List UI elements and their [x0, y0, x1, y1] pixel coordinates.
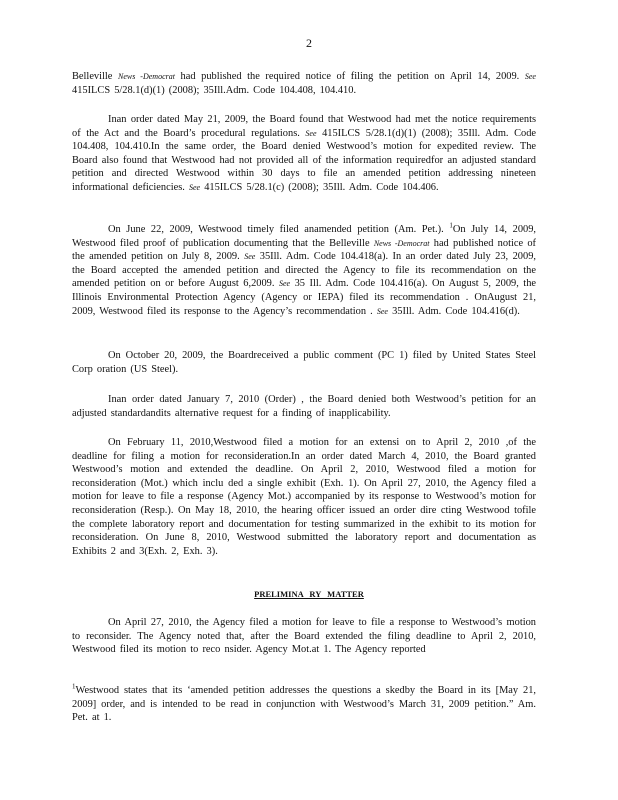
paragraph-5: Inan order dated January 7, 2010 (Order) , the Board denied both Westwood’s petition for an adjusted standardandits alternative request for a finding of inapplicability.	[72, 394, 536, 419]
paragraph-3: On June 22, 2009, Westwood timely filed anamended petition (Am. Pet.). $^1$On July 14, 2009, Westwood filed proof of publication documenting that the Belleville News -Democrat had published notice of the amended petition on July 8, 2009. See 35Ill. Adm. Code 104.418(a). In an order dated July 23, 2009, the Board accepted the amended petition and directed the Agency to file its recommendation on the amended petition on or before August 6,2009. See 35 Ill. Adm. Code 104.416(a). On August 5, 2009, the Illinois Environmental Protection Agency (Agency or IEPA) filed its recommendation . OnAugust 21, 2009, Westwood filed its response to the Agency’s recommendation . See 35Ill. Adm. Code 104.416(d).	[72, 221, 537, 317]
paragraph-7: On April 27, 2010, the Agency filed a motion for leave to file a response to Westwood’s motion to reconsider. The Agency noted that, after the Board extended the filing deadline to April 2, 2010, Westwood filed its motion to reco nsider. Agency Mot.at 1. The Agency reported	[72, 617, 536, 656]
paragraph-2: Inan order dated May 21, 2009, the Board found that Westwood had met the notice requirements of the Act and the Board’s procedural regulations. See 415ILCS 5/28.1(d)(1) (2008); 35Ill. Adm. Code 104.408, 104.410.In the same order, the Board denied Westwood’s motion for expedited review. The Board also found that Westwood had not provided all of the information requiredfor an adjusted standard petition and directed Westwood within 30 days to file an amended petition addressing nineteen informational deficiencies. See 415ILCS 5/28.1(c) (2008); 35Ill. Adm. Code 104.406.	[72, 114, 536, 193]
paragraph-4: On October 20, 2009, the Boardreceived a public comment (PC 1) filed by United States Steel Corp oration (US Steel).	[72, 350, 536, 375]
newspaper-name: News -Democrat	[373, 238, 430, 248]
footnote-text: Westwood states that its ‘amended petition addresses the questions a skedby the Board in its [May 21, 2009] order, and is intended to be read in conjunction with Westwood’s March 31, 2009 petition.” Am. Pet. at 1.	[72, 685, 536, 724]
section-heading: PRELIMINA RY MATTER	[254, 589, 364, 599]
page-number: 2	[306, 36, 312, 50]
citation-signal: See	[244, 252, 256, 262]
citation-signal: See	[188, 182, 201, 192]
footnote	[72, 684, 536, 725]
paragraph-1: Belleville News -Democrat had published the required notice of filing the petition on April 14, 2009. See 415ILCS 5/28.1(d)(1) (2008); 35Ill.Adm. Code 104.408, 104.410.	[72, 71, 536, 96]
citation-signal: See	[376, 306, 388, 316]
citation-signal: See	[278, 279, 291, 289]
footnote-marker: 1	[449, 221, 453, 230]
newspaper-name: News -Democrat	[117, 72, 175, 81]
citation-signal: See	[524, 72, 536, 81]
footnote-number: 1	[72, 682, 76, 691]
footnote-divider	[72, 668, 222, 669]
citation-signal: See	[305, 128, 317, 138]
paragraph-6: On February 11, 2010,Westwood filed a motion for an extensi on to April 2, 2010 ,of the deadline for filing a motion for reconsideration.In an order dated March 4, 2010, the Board granted Westwood’s motion and extended the deadline. On April 2, 2010, Westwood filed a motion for reconsideration (Mot.) which inclu ded a single exhibit (Exh. 1). On April 27, 2010, the Agency filed a motion for leave to file a response (Agency Mot.) accompanied by its response to Westwood’s motion for reconsideration (Resp.). On May 18, 2010, the hearing officer issued an order dire cting Westwood tofile the complete laboratory report and documentation for testing summarized in the exhibit to its motion for reconsideration. On June 8, 2010, Westwood submitted the laboratory report and documentation as Exhibits 2 and 3(Exh. 2, Exh. 3).	[72, 437, 536, 557]
